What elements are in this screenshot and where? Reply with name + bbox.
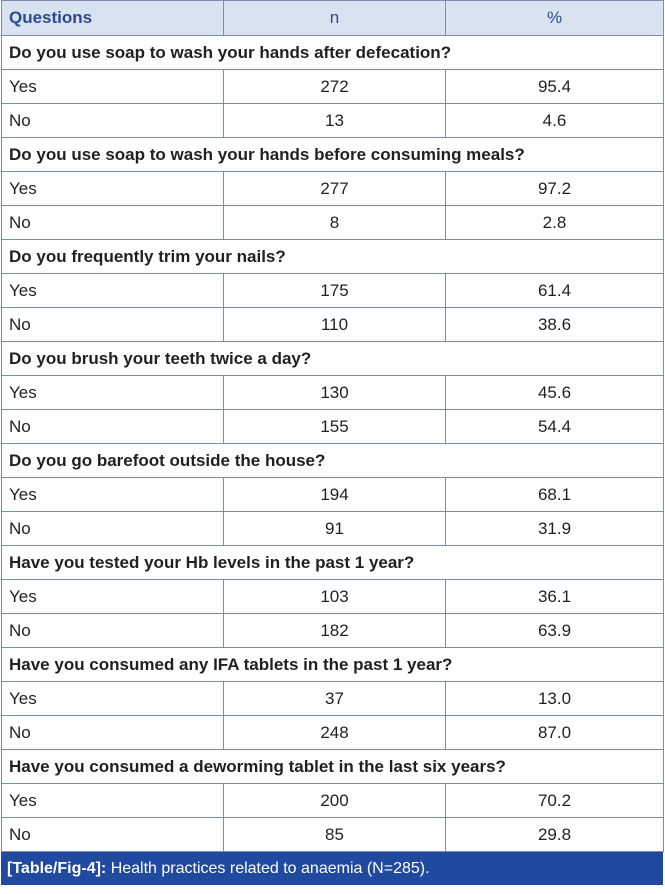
- question-text: Do you use soap to wash your hands after defecation?: [2, 36, 664, 70]
- table-caption: [1, 852, 663, 885]
- header-questions: Questions: [2, 1, 224, 36]
- response-label: No: [2, 308, 224, 342]
- count-cell: 248: [224, 716, 446, 750]
- table-row: [2, 716, 664, 750]
- count-cell: 175: [224, 274, 446, 308]
- count-cell: 194: [224, 478, 446, 512]
- question-text: Do you go barefoot outside the house?: [2, 444, 664, 478]
- percent-cell: 2.8: [446, 206, 664, 240]
- percent-cell: 13.0: [446, 682, 664, 716]
- question-text: Have you tested your Hb levels in the past 1 year?: [2, 546, 664, 580]
- percent-cell: 68.1: [446, 478, 664, 512]
- response-label: No: [2, 206, 224, 240]
- table-row: [2, 580, 664, 614]
- count-cell: 272: [224, 70, 446, 104]
- table-row: [2, 274, 664, 308]
- percent-cell: 29.8: [446, 818, 664, 852]
- header-percent: %: [446, 1, 664, 36]
- count-cell: 103: [224, 580, 446, 614]
- question-row: [2, 138, 664, 172]
- table-body: [2, 36, 664, 852]
- table-row: [2, 376, 664, 410]
- count-cell: 85: [224, 818, 446, 852]
- count-cell: 277: [224, 172, 446, 206]
- question-row: [2, 648, 664, 682]
- percent-cell: 38.6: [446, 308, 664, 342]
- percent-cell: 63.9: [446, 614, 664, 648]
- table-row: [2, 308, 664, 342]
- percent-cell: 61.4: [446, 274, 664, 308]
- health-practices-table: [1, 0, 664, 852]
- count-cell: 182: [224, 614, 446, 648]
- response-label: Yes: [2, 172, 224, 206]
- response-label: Yes: [2, 376, 224, 410]
- table-row: [2, 478, 664, 512]
- response-label: Yes: [2, 478, 224, 512]
- table-row: [2, 682, 664, 716]
- table-row: [2, 512, 664, 546]
- count-cell: 13: [224, 104, 446, 138]
- question-text: Do you frequently trim your nails?: [2, 240, 664, 274]
- response-label: No: [2, 104, 224, 138]
- question-row: [2, 240, 664, 274]
- percent-cell: 45.6: [446, 376, 664, 410]
- response-label: No: [2, 614, 224, 648]
- table-row: [2, 104, 664, 138]
- question-text: Do you brush your teeth twice a day?: [2, 342, 664, 376]
- question-row: [2, 342, 664, 376]
- table-row: [2, 70, 664, 104]
- table-row: [2, 206, 664, 240]
- response-label: Yes: [2, 70, 224, 104]
- question-row: [2, 750, 664, 784]
- response-label: Yes: [2, 274, 224, 308]
- count-cell: 110: [224, 308, 446, 342]
- response-label: No: [2, 410, 224, 444]
- percent-cell: 36.1: [446, 580, 664, 614]
- count-cell: 155: [224, 410, 446, 444]
- question-row: [2, 444, 664, 478]
- question-row: [2, 36, 664, 70]
- table-row: [2, 172, 664, 206]
- count-cell: 8: [224, 206, 446, 240]
- table-row: [2, 818, 664, 852]
- percent-cell: 95.4: [446, 70, 664, 104]
- health-practices-table-figure: [1, 0, 663, 885]
- percent-cell: 31.9: [446, 512, 664, 546]
- table-row: [2, 784, 664, 818]
- response-label: Yes: [2, 580, 224, 614]
- table-row: [2, 614, 664, 648]
- percent-cell: 97.2: [446, 172, 664, 206]
- response-label: No: [2, 512, 224, 546]
- table-row: [2, 410, 664, 444]
- question-text: Have you consumed a deworming tablet in the last six years?: [2, 750, 664, 784]
- percent-cell: 70.2: [446, 784, 664, 818]
- percent-cell: 87.0: [446, 716, 664, 750]
- response-label: No: [2, 716, 224, 750]
- count-cell: 200: [224, 784, 446, 818]
- question-text: Do you use soap to wash your hands before consuming meals?: [2, 138, 664, 172]
- count-cell: 91: [224, 512, 446, 546]
- caption-text: Health practices related to anaemia (N=285).: [106, 860, 430, 877]
- question-row: [2, 546, 664, 580]
- question-text: Have you consumed any IFA tablets in the past 1 year?: [2, 648, 664, 682]
- percent-cell: 54.4: [446, 410, 664, 444]
- response-label: Yes: [2, 784, 224, 818]
- response-label: No: [2, 818, 224, 852]
- response-label: Yes: [2, 682, 224, 716]
- header-n: n: [224, 1, 446, 36]
- caption-label: [Table/Fig-4]:: [7, 860, 107, 877]
- count-cell: 130: [224, 376, 446, 410]
- count-cell: 37: [224, 682, 446, 716]
- percent-cell: 4.6: [446, 104, 664, 138]
- table-header-row: [2, 1, 664, 36]
